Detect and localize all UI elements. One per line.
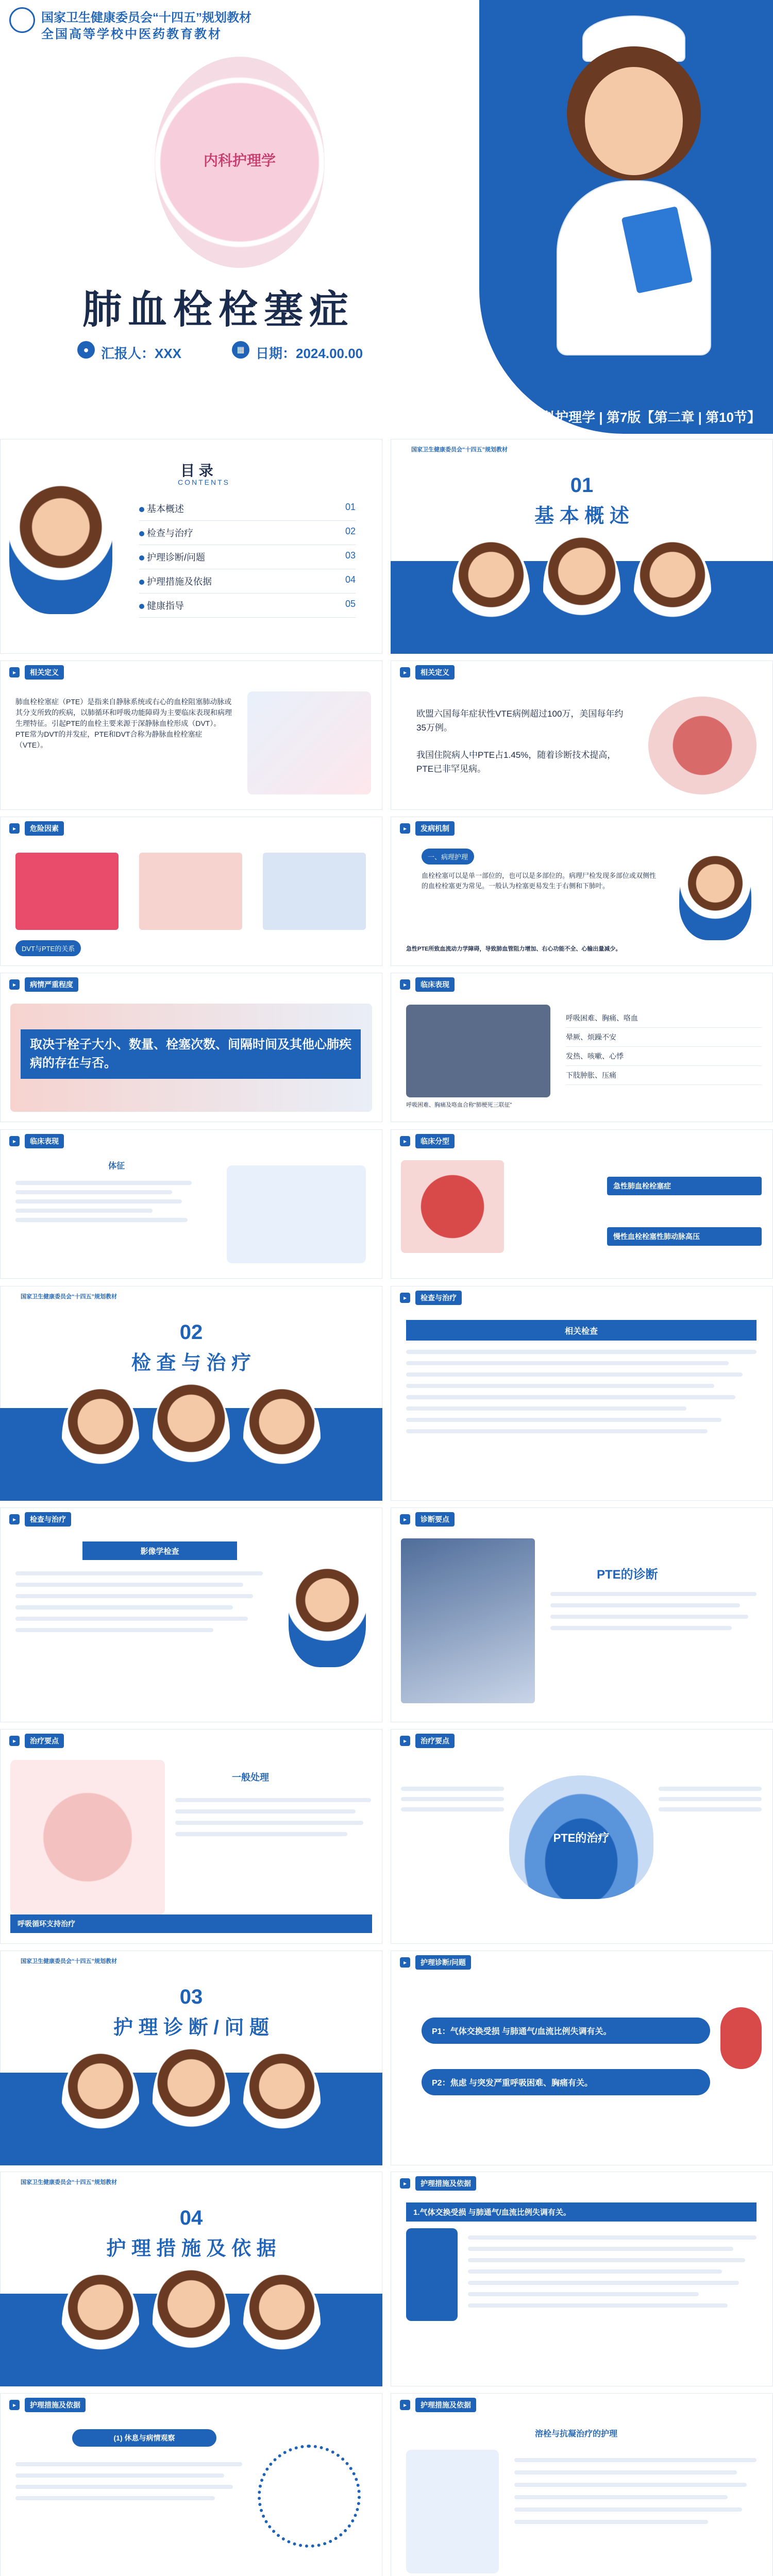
- treatment-footer: 呼吸循环支持治疗: [10, 1914, 372, 1933]
- date: 日期：2024.00.00: [256, 346, 363, 361]
- nurse-group: [153, 1379, 230, 1492]
- slide-tag: 治疗要点: [415, 1734, 455, 1748]
- section-number: 03: [179, 1986, 203, 2008]
- header-logo-line: 国家卫生健康委员会“十四五”规划教材: [21, 1294, 117, 1300]
- pin-icon: ▸: [400, 823, 410, 834]
- definition-text: 肺血栓栓塞症（PTE）是指来自静脉系统或右心的血栓阻塞肺动脉或其分支所致的疾病，以肺循环和呼吸功能障碍为主要临床表现和病理生理特征。引起PTE的血栓主要来源于深静脉血栓形成（DVT）。PTE常为DVT的并发症，PTE和DVT合称为静脉血栓栓塞症（VTE）。: [15, 698, 232, 749]
- definition-slide-2: [391, 660, 773, 810]
- vessel-image: [401, 1160, 504, 1253]
- slide-tag: 相关定义: [415, 665, 455, 680]
- risk-slide: [0, 817, 382, 966]
- section2-slide: [0, 1286, 382, 1501]
- toc-item[interactable]: 健康指导 05: [139, 594, 356, 618]
- main-title: 肺血栓栓塞症: [82, 288, 355, 332]
- measure-header: (1) 休息与病情观察: [72, 2429, 216, 2447]
- section-number: 04: [179, 2207, 203, 2229]
- lung-xray: [10, 1760, 165, 1914]
- toc-item[interactable]: 护理诊断/问题 03: [139, 545, 356, 569]
- pin-icon: ▸: [400, 2400, 410, 2410]
- pin-icon: ▸: [9, 1136, 20, 1146]
- risk-image-2: [139, 853, 242, 930]
- anatomy-image: [247, 691, 371, 794]
- pin-icon: ▸: [400, 979, 410, 990]
- nurse-group: [62, 1384, 139, 1492]
- toc-item[interactable]: 基本概述 01: [139, 497, 356, 521]
- subheader: 一、病理护理: [422, 849, 474, 865]
- toc-title: 目 录: [180, 463, 213, 479]
- type-badge-1: 急性肺血栓栓塞症: [607, 1177, 762, 1195]
- treatment-center-label: PTE的治疗: [553, 1831, 610, 1844]
- toc-subtitle: CONTENTS: [178, 478, 230, 486]
- toc-list: [139, 497, 356, 618]
- pin-icon: ▸: [9, 667, 20, 677]
- signs-subtitle: 体征: [108, 1162, 125, 1171]
- diagnosis-slide: [391, 1507, 773, 1722]
- stat-bullet: 我国住院病人中PTE占1.45%，随着诊断技术提高，PTE已非罕见病。: [416, 750, 616, 774]
- type-badge-2: 慢性血栓栓塞性肺动脉高压: [607, 1227, 762, 1246]
- slide-tag: 护理诊断/问题: [415, 1955, 471, 1970]
- nurse-icon: [406, 2228, 458, 2321]
- nurse-group: [243, 2048, 321, 2157]
- slide-tag: 危险因素: [25, 821, 64, 836]
- symptoms-slide: [391, 973, 773, 1122]
- nurse-icon: [406, 2450, 499, 2573]
- pin-icon: ▸: [9, 2400, 20, 2410]
- book-title: 内科护理学: [203, 152, 276, 168]
- slide-tag: 临床分型: [415, 1134, 455, 1148]
- pin-icon: ▸: [400, 667, 410, 677]
- pin-icon: ▸: [9, 1514, 20, 1524]
- section-title: 检 查 与 治 疗: [131, 1352, 251, 1374]
- section1-slide: [391, 439, 773, 654]
- risk-image-3: [263, 853, 366, 930]
- slide-tag: 检查与治疗: [415, 1291, 462, 1305]
- exam-header: 相关检查: [406, 1320, 757, 1341]
- pin-icon: ▸: [400, 1136, 410, 1146]
- severity-highlight: 取决于栓子大小、数量、栓塞次数、间隔时间及其他心肺疾病的存在与否。: [21, 1029, 361, 1079]
- edition: 内科护理学 | 第7版【第二章 | 第10节】: [528, 410, 761, 425]
- types-slide: [391, 1129, 773, 1279]
- medical-illustration: [227, 1165, 366, 1263]
- signs-slide: [0, 1129, 382, 1279]
- reporter: 汇报人：XXX: [101, 346, 182, 361]
- slide-tag: 相关定义: [25, 665, 64, 680]
- symptom-item: 呼吸困难、胸痛、咯血: [566, 1009, 762, 1028]
- slide-tag: 发病机制: [415, 821, 455, 836]
- nurse-group: [243, 2269, 321, 2378]
- slide-tag: 治疗要点: [25, 1734, 64, 1748]
- treatment-slide-2: [391, 1729, 773, 1944]
- stat-bullet: 欧盟六国每年症状性VTE病例超过100万，美国每年约35万例。: [416, 709, 624, 733]
- pathology-footer: 急性PTE所致血流动力学障碍，导致肺血管阻力增加、右心功能不全、心输出量减少。: [406, 946, 621, 952]
- nurse-avatar: [289, 1564, 366, 1667]
- exam-slide-1: [391, 1286, 773, 1501]
- section3-slide: [0, 1951, 382, 2165]
- measures-slide-3: [391, 2393, 773, 2576]
- slide-tag: 护理措施及依据: [415, 2176, 476, 2191]
- nurse-avatar: [9, 480, 112, 614]
- medical-icon-cluster: [258, 2445, 361, 2548]
- symptom-item: 晕厥、烦躁不安: [566, 1028, 762, 1047]
- slide-tag: 诊断要点: [415, 1512, 455, 1527]
- cover-slide: [0, 0, 773, 434]
- pin-icon: ▸: [400, 1957, 410, 1968]
- exam-slide-2: [0, 1507, 382, 1722]
- nurse-group: [153, 2043, 230, 2157]
- symptom-list: [566, 1009, 762, 1085]
- section4-slide: [0, 2172, 382, 2386]
- toc-slide: [0, 439, 382, 654]
- user-icon: ●: [77, 341, 95, 359]
- nurse-group: [153, 2264, 230, 2378]
- pin-icon: ▸: [9, 1736, 20, 1746]
- slide-tag: 护理措施及依据: [25, 2398, 86, 2412]
- nurse-avatar: [679, 853, 751, 940]
- nurse-group: [243, 1384, 321, 1492]
- nurse-group: [62, 2269, 139, 2378]
- clinic-photo: [401, 1538, 535, 1703]
- publisher-line2: 全国高等学校中医药教育教材: [41, 27, 222, 41]
- slide-tag: 检查与治疗: [25, 1512, 71, 1527]
- diagnosis-title: PTE的诊断: [597, 1568, 658, 1582]
- publisher-logo: [9, 7, 35, 33]
- nursing-diagnosis-slide: [391, 1951, 773, 2165]
- pathology-text: 血栓栓塞可以是单一部位的，也可以是多部位的。病理尸检发现多部位或双侧性的血栓栓塞更为常见。一般认为栓塞更易发生于右侧和下肺叶。: [422, 872, 657, 890]
- section-title: 护 理 诊 断 / 问 题: [113, 2017, 269, 2039]
- pathology-slide: [391, 817, 773, 966]
- nurse-group: [62, 2048, 139, 2157]
- treatment-header: 一般处理: [232, 1772, 269, 1783]
- slide-tag: 病情严重程度: [25, 977, 78, 992]
- vessel-icon: [720, 2007, 762, 2069]
- slide-tag: 护理措施及依据: [415, 2398, 476, 2412]
- nd-p1: P1：气体交换受损 与肺通气/血流比例失调有关。: [422, 2018, 710, 2044]
- pin-icon: ▸: [400, 1736, 410, 1746]
- severity-slide: [0, 973, 382, 1122]
- header-logo-line: 国家卫生健康委员会“十四五”规划教材: [21, 1958, 117, 1964]
- symptom-item: 下肢肿胀、压痛: [566, 1066, 762, 1085]
- pin-icon: ▸: [400, 2178, 410, 2189]
- pin-icon: ▸: [9, 979, 20, 990]
- risk-image-1: [15, 853, 119, 930]
- publisher-line1: 国家卫生健康委员会“十四五”规划教材: [41, 11, 251, 25]
- treatment-slide-1: [0, 1729, 382, 1944]
- lotus-diagram: [509, 1775, 653, 1899]
- pin-icon: ▸: [9, 823, 20, 834]
- nurse-group: [543, 532, 620, 645]
- pin-icon: ▸: [400, 1293, 410, 1303]
- nd-p2: P2：焦虑 与突发严重呼吸困难、胸痛有关。: [422, 2069, 710, 2095]
- header-logo-line: 国家卫生健康委员会“十四五”规划教材: [411, 447, 508, 453]
- caption-pill: DVT与PTE的关系: [15, 940, 81, 956]
- nurse-group: [634, 537, 711, 645]
- measure-header: 溶栓与抗凝治疗的护理: [535, 2430, 618, 2438]
- slide-tag: 临床表现: [415, 977, 455, 992]
- calendar-icon: ▦: [232, 341, 249, 359]
- lung-image: [648, 697, 757, 794]
- slide-tag: 临床表现: [25, 1134, 64, 1148]
- pin-icon: ▸: [400, 1514, 410, 1524]
- toc-item[interactable]: 检查与治疗 02: [139, 521, 356, 545]
- symptom-image: [406, 1005, 550, 1097]
- measures-slide-2: [0, 2393, 382, 2576]
- section-number: 01: [570, 474, 594, 497]
- definition-slide-1: [0, 660, 382, 810]
- nurse-illustration: [536, 15, 732, 355]
- measures-slide-1: [391, 2172, 773, 2386]
- nurse-group: [452, 537, 530, 645]
- section-number: 02: [179, 1321, 203, 1344]
- toc-item[interactable]: 护理措施及依据 04: [139, 569, 356, 594]
- symptom-item: 发热、咳嗽、心悸: [566, 1047, 762, 1066]
- exam-header: 影像学检查: [82, 1541, 237, 1560]
- header-logo-line: 国家卫生健康委员会“十四五”规划教材: [21, 2179, 117, 2185]
- symptom-caption: 呼吸困难、胸痛及咯血合称“肺梗死三联征”: [406, 1102, 512, 1108]
- section-title: 护 理 措 施 及 依 据: [106, 2238, 276, 2260]
- measure-title: 1.气体交换受损 与肺通气/血流比例失调有关。: [406, 2202, 757, 2222]
- section-title: 基 本 概 述: [534, 505, 629, 527]
